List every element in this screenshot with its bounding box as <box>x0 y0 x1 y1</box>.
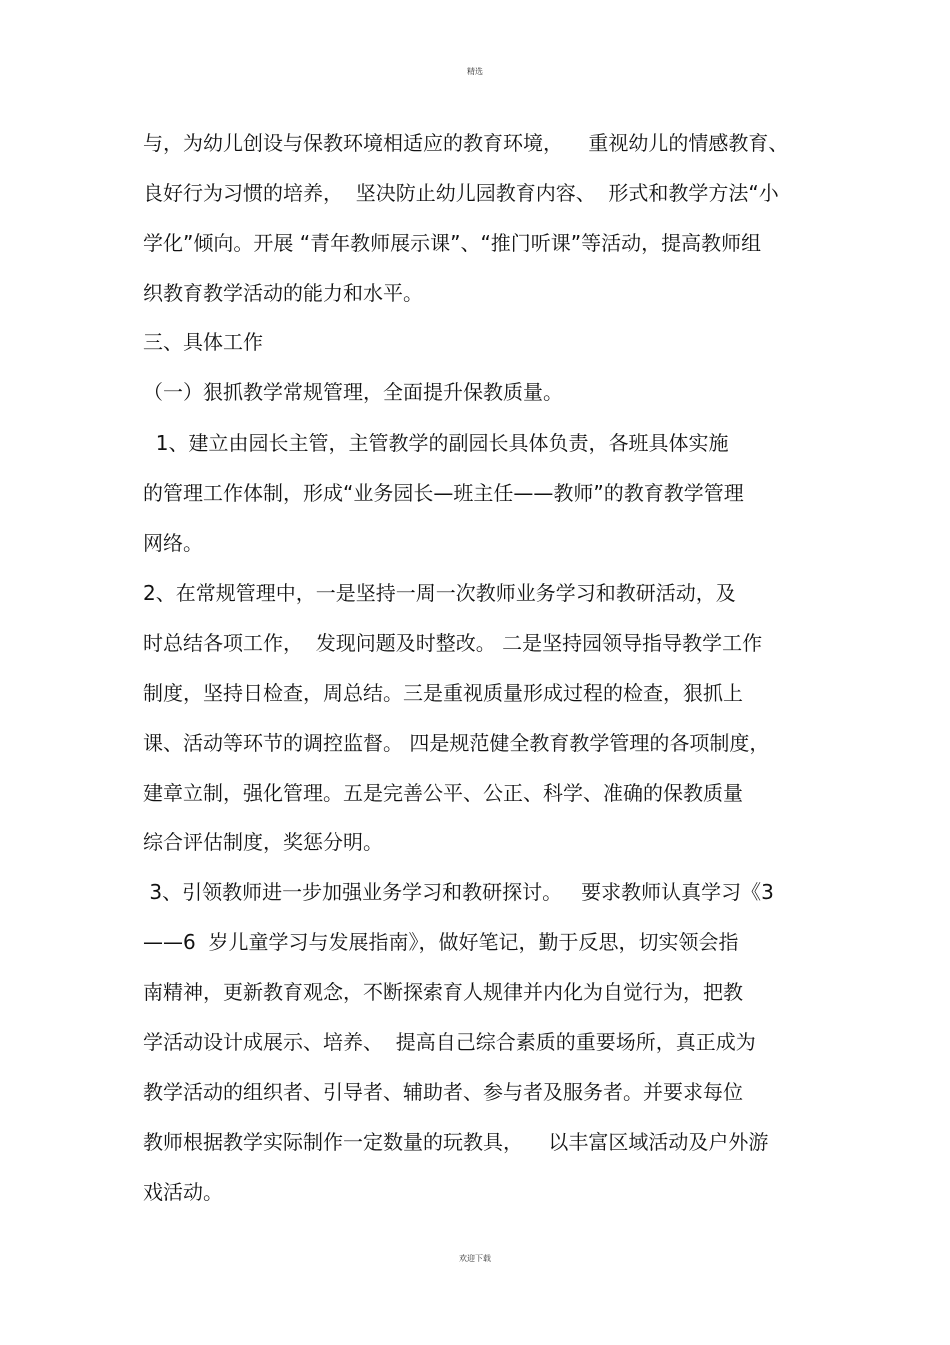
text-line: 制度，坚持日检查，周总结。三是重视质量形成过程的检查，狠抓上 <box>143 681 743 705</box>
text-line: 的管理工作体制，形成“业务园长—班主任——教师”的教育教学管理 <box>143 481 744 505</box>
text-line: 1、建立由园长主管，主管教学的副园长具体负责，各班具体实施 <box>143 431 729 455</box>
text-line: 时总结各项工作， 发现问题及时整改。 二是坚持园领导指导教学工作 <box>143 631 763 655</box>
text-line: 良好行为习惯的培养， 坚决防止幼儿园教育内容、 形式和教学方法“小 <box>143 181 779 205</box>
text-line: 与，为幼儿创设与保教环境相适应的教育环境， 重视幼儿的情感教育、 <box>143 131 789 155</box>
text-line: 综合评估制度，奖惩分明。 <box>143 830 383 854</box>
text-line: ——6 岁儿童学习与发展指南》，做好笔记，勤于反思，切实领会指 <box>143 930 739 954</box>
text-line: 3、引领教师进一步加强业务学习和教研探讨。 要求教师认真学习《3 <box>143 880 774 904</box>
text-line: 学活动设计成展示、培养、 提高自己综合素质的重要场所，真正成为 <box>143 1030 756 1054</box>
text-line: 学化”倾向。开展 “青年教师展示课”、“推门听课”等活动，提高教师组 <box>143 231 762 255</box>
header-mark: 精选 <box>467 67 483 76</box>
text-line: 教学活动的组织者、引导者、辅助者、参与者及服务者。并要求每位 <box>143 1080 743 1104</box>
text-line: 2、在常规管理中，一是坚持一周一次教师业务学习和教研活动，及 <box>143 581 736 605</box>
text-line: 网络。 <box>143 531 203 555</box>
text-line: 南精神，更新教育观念，不断探索育人规律并内化为自觉行为，把教 <box>143 980 743 1004</box>
text-line: 建章立制，强化管理。五是完善公平、公正、科学、准确的保教质量 <box>143 781 743 805</box>
text-line: 戏活动。 <box>143 1180 223 1204</box>
footer-mark: 欢迎下载 <box>459 1254 491 1263</box>
text-line: 课、活动等环节的调控监督。 四是规范健全教育教学管理的各项制度， <box>143 731 770 755</box>
subsection-heading: （一）狠抓教学常规管理，全面提升保教质量。 <box>143 380 563 404</box>
text-line: 教师根据教学实际制作一定数量的玩教具， 以丰富区域活动及户外游 <box>143 1130 769 1154</box>
section-heading: 三、具体工作 <box>143 330 263 354</box>
text-line: 织教育教学活动的能力和水平。 <box>143 281 423 305</box>
